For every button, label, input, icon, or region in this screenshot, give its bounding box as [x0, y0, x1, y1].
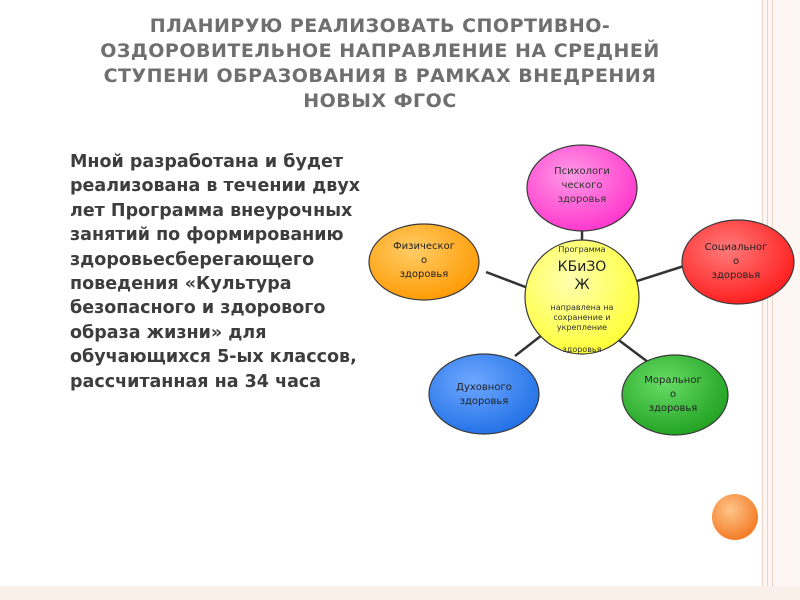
node-social: [682, 220, 794, 304]
node-spiritual: [429, 354, 539, 434]
slide-title: ПЛАНИРУЮ РЕАЛИЗОВАТЬ СПОРТИВНО-ОЗДОРОВИТЕЛЬНОЕ НАПРАВЛЕНИЕ НА СРЕДНЕЙ СТУПЕНИ ОБРАЗОВАНИЯ В РАМКАХ ВНЕДРЕНИЯ НОВЫХ ФГОС: [100, 15, 660, 112]
node-label-line: Духовного: [456, 382, 512, 393]
node-label-line: Моральног: [644, 375, 702, 386]
center-label-line: здоровья: [562, 345, 602, 354]
center-label-line: укрепление: [556, 323, 608, 332]
center-label-line: сохранение и: [553, 313, 611, 322]
node-psychological: [527, 145, 637, 231]
node-label-line: здоровья: [648, 403, 698, 414]
connector-spiritual: [515, 335, 542, 356]
node-label-line: здоровья: [711, 270, 761, 281]
node-label-line: Психологи: [554, 166, 610, 177]
node-physical: [369, 224, 479, 300]
node-label-line: ческого: [561, 180, 603, 191]
node-label-line: здоровья: [557, 194, 607, 205]
decorative-orange-circle: [712, 494, 758, 540]
node-label-line: Социальног: [704, 242, 768, 253]
node-label-line: здоровья: [459, 396, 509, 407]
connector-physical: [486, 272, 528, 288]
center-node: [525, 240, 639, 354]
program-description: Мной разработана и будет реализована в течении двух лет Программа внеурочных занятий по формированию здоровьесберегающего поведения «Культура безопасного и здорового образа жизни» для обучающихся 5-ых классов, рассчитанная на 34 часа: [70, 152, 361, 392]
center-label-line: направлена на: [550, 303, 614, 312]
node-moral: [622, 355, 728, 435]
center-label-line: Ж: [574, 277, 590, 293]
node-label-line: Физическог: [393, 241, 455, 252]
center-label-line: Программа: [558, 245, 606, 254]
node-label-line: здоровья: [399, 269, 449, 280]
center-label-line: КБиЗО: [557, 259, 607, 275]
node-label-line: о: [420, 255, 428, 266]
node-label-line: о: [732, 256, 740, 267]
connector-social: [634, 266, 684, 282]
node-label-line: о: [669, 389, 677, 400]
